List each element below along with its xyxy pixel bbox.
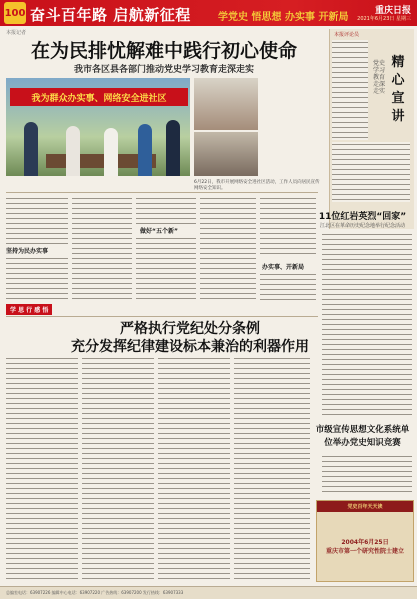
article-text — [200, 196, 256, 300]
photo-person — [138, 124, 152, 176]
history-ad-box — [316, 500, 414, 582]
article-text — [260, 272, 316, 300]
photo-person — [24, 122, 38, 176]
section-tag: 学 思 行 感 悟 — [6, 304, 52, 315]
article-text — [6, 196, 68, 244]
ad-title: 重庆市第一个研究性院士建立 — [325, 548, 404, 555]
commentary-title[interactable]: 精心宣讲 — [391, 55, 405, 124]
ad-header: 党史百年天天读 — [317, 501, 413, 512]
article-text — [260, 196, 316, 258]
article-text — [72, 196, 132, 300]
divider — [6, 192, 318, 193]
article-text — [136, 236, 196, 300]
photo-caption: 6月22日，我市开展网络安全进社区活动，工作人员向居民宣传网络安全知识。 — [194, 180, 320, 191]
photo-banner: 我为群众办实事、网络安全进社区 — [10, 88, 188, 106]
middle-headline-line2[interactable]: 充分发挥纪律建设标本兼治的利器作用 — [71, 339, 309, 355]
article-text — [82, 356, 154, 582]
commentary-text — [332, 142, 410, 202]
middle-subtitle: 做好“五个新” — [140, 228, 178, 235]
secondary-photo — [194, 78, 258, 130]
article-text — [158, 356, 230, 582]
lead-kicker: 本报记者 — [6, 30, 27, 36]
lead-subhead: 我市各区县各部门推动党史学习教育走深走实 — [73, 65, 254, 75]
masthead-slogan: 奋斗百年路 启航新征程 — [30, 6, 191, 24]
lead-photo — [6, 78, 190, 176]
photo-person — [104, 128, 118, 176]
side-story-subhead: 江北区在革命历史纪念地举行纪念活动 — [319, 223, 405, 229]
footer-contact: 总编室电话：63907226 编辑中心电话：63907220 广告热线：63907200 发行热线：63907333 — [0, 586, 417, 599]
paper-name: 重庆日报 — [374, 6, 411, 16]
side-story-2-headline[interactable]: 市级宣传思想文化系统单位举办党史知识竞赛 — [315, 425, 410, 448]
edition-date: 2021年6月23日 星期三 — [357, 16, 411, 22]
article-text — [6, 356, 78, 582]
article-text — [6, 256, 68, 300]
divider — [6, 316, 318, 317]
lead-headline[interactable]: 在为民排忧解难中践行初心使命 — [30, 40, 297, 62]
centenary-logo: 100 — [4, 2, 26, 24]
photo-person — [166, 120, 180, 176]
commentary-text — [332, 40, 368, 140]
article-text — [136, 196, 196, 224]
secondary-photo-2 — [194, 132, 258, 176]
masthead — [0, 0, 417, 26]
photo-person — [66, 126, 80, 176]
commentary-tag: 本报评论员 — [334, 32, 360, 38]
article-text — [234, 356, 310, 582]
commentary-subtitle: 党史学习教育走深走实 — [373, 60, 386, 95]
masthead-sub-slogan: 学党史 悟思想 办实事 开新局 — [218, 12, 349, 23]
side-story-2-text — [322, 454, 412, 496]
ad-date: 2004年6月25日 — [341, 539, 389, 546]
left-subtitle: 坚持为民办实事 — [6, 248, 49, 255]
side-story-headline[interactable]: 11位红岩英烈“回家” — [318, 212, 407, 222]
middle-subtitle-2: 办实事、开新局 — [262, 264, 305, 271]
middle-headline-line1[interactable]: 严格执行党纪处分条例 — [120, 321, 260, 337]
